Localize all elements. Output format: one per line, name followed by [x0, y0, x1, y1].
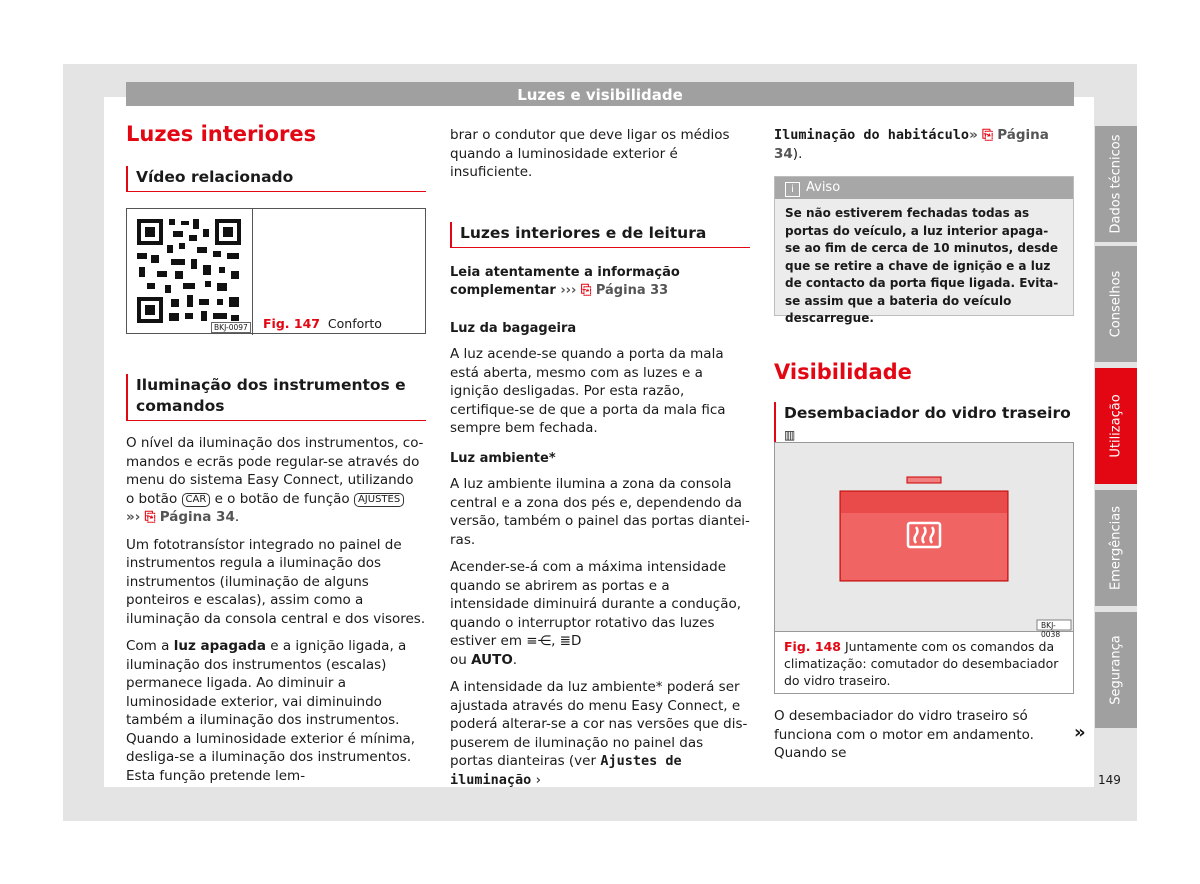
paragraph: O nível da iluminação dos instrumentos, comandos e ecrãs pode regular-se através do menu do sistema Easy Connect, utilizando o botão CAR e o botão de função AJUSTES »› ⎘ Página 34.: [126, 435, 424, 525]
page-link[interactable]: Página 34: [774, 127, 1049, 162]
figure-148-image: [775, 443, 1073, 639]
section-title-visibilidade: Visibilidade: [774, 360, 912, 384]
tab-seguranca[interactable]: Segurança: [1095, 612, 1137, 728]
page-number: 149: [1098, 773, 1121, 787]
chevron-right-icon: »›: [126, 509, 141, 525]
section-header: Luzes e visibilidade: [126, 82, 1074, 106]
tab-utilizacao[interactable]: Utilização: [1095, 368, 1137, 484]
subheading-video: Vídeo relacionado: [126, 166, 426, 192]
tab-dados-tecnicos[interactable]: Dados técnicos: [1095, 126, 1137, 242]
car-key-icon: CAR: [182, 493, 211, 507]
menu-reference: Ajustes de iluminação: [450, 753, 682, 788]
subheading-instrumentos: Iluminação dos instrumentos e comandos: [126, 374, 426, 421]
paragraph: A intensidade da luz ambiente* poderá ser ajustada através do menu Easy Connect, e poderá alterar-se a cor nas versões que dispuserem de iluminação no painel das portas dianteiras (ver Ajustes de iluminação ›: [450, 679, 748, 788]
subheading-leitura: Luzes interiores e de leitura: [450, 222, 750, 248]
instrumentos-body: [126, 434, 426, 785]
section-title-luzes-interiores: Luzes interiores: [126, 122, 317, 146]
qr-code-icon[interactable]: [127, 209, 253, 335]
page-link[interactable]: Página 33: [595, 283, 669, 298]
auto-label: AUTO: [471, 651, 513, 668]
ajustes-key-icon: AJUSTES: [354, 493, 404, 507]
chevron-right-icon: »: [969, 127, 978, 143]
warning-box: [774, 176, 1074, 325]
figure-number: Fig. 148: [784, 639, 841, 654]
tab-emergencias[interactable]: Emergências: [1095, 490, 1137, 606]
paragraph: Iluminação do habitáculo» ⎘ Página 34).: [774, 127, 1049, 162]
column-3: [774, 120, 1086, 761]
paragraph: Com a luz apagada e a ignição ligada, a iluminação dos instrumentos (escalas) permanece ligada. Ao diminuir a luminosidade exterior, vai diminuindo também a iluminação dos instrumentos. Quando a luminosidade exterior é mínima, desliga-se a iluminação dos instrumentos. Esta função pretende lem-: [126, 638, 416, 784]
figure-147: [126, 208, 426, 334]
figure-147-caption: [263, 315, 423, 332]
paragraph: Acender-se-á com a máxima intensidade quando se abrirem as portas e a intensidade diminuirá durante a condução, quando o interruptor rotativo das luzes estiver em ≡⋲, ≣D ou AUTO.: [450, 559, 742, 668]
column-2: [450, 120, 750, 789]
book-icon: ⎘: [580, 283, 592, 298]
paragraph: brar o condutor que deve ligar os médios quando a luminosidade exterior é insuficiente.: [450, 127, 730, 180]
warning-text: Se não estiverem fechadas todas as portas do veículo, a luz interior apaga-se ao fim de cerca de 10 minutos, desde que se retire a chave de ignição e a luz de contacto da porta fique ligada. Evita-se assim que a bateria do veículo descarregue.: [785, 206, 1059, 325]
continue-icon: »: [1074, 722, 1086, 743]
figure-number: Fig. 147: [263, 316, 320, 331]
book-icon: ⎘: [144, 509, 156, 525]
book-icon: ⎘: [982, 127, 993, 143]
column-1: [126, 120, 426, 784]
rear-defrost-icon: ▥: [784, 428, 796, 442]
figure-caption-text: Conforto: [327, 316, 382, 331]
figure-148-caption: Fig. 148 Juntamente com os comandos da climatização: comutador do desembaciador do vidro traseiro.: [784, 639, 1059, 688]
paragraph: A luz ambiente ilumina a zona da consola central e a zona dos pés e, dependendo da versão, também o painel das portas dianteiras.: [450, 476, 750, 548]
chevron-right-icon: ›››: [560, 283, 577, 298]
subheading-desembaciador: Desembaciador do vidro traseiro ▥: [774, 402, 1074, 450]
heading-bagageira: Luz da bagageira: [450, 320, 577, 336]
figure-148: [774, 442, 1074, 694]
tab-conselhos[interactable]: Conselhos: [1095, 246, 1137, 362]
paragraph: Leia atentamente a informação complementar ››› ⎘ Página 33: [450, 264, 680, 298]
warning-header: i Aviso: [775, 177, 1073, 199]
paragraph: A luz acende-se quando a porta da mala está aberta, mesmo com as luzes e a ignição desligadas. Por esta razão, certifique-se de que a porta da mala fica sempre bem fechada.: [450, 346, 726, 436]
paragraph: Um fototransístor integrado no painel de instrumentos regula a iluminação dos instrumentos (iluminação de alguns ponteiros e escalas), assim como a iluminação da consola central e dos visores.: [126, 536, 426, 627]
info-icon: i: [785, 182, 800, 197]
heading-ambiente: Luz ambiente*: [450, 450, 556, 466]
paragraph: O desembaciador do vidro traseiro só funciona com o motor em andamento. Quando se: [774, 708, 1034, 761]
light-switch-icon: ≡⋲, ≣D: [526, 633, 582, 649]
figure-tag: BKJ-0097: [211, 322, 251, 333]
menu-reference: Iluminação do habitáculo: [774, 127, 970, 143]
figure-tag: BKJ-0038: [1041, 621, 1061, 639]
page-link[interactable]: Página 34: [159, 509, 235, 525]
